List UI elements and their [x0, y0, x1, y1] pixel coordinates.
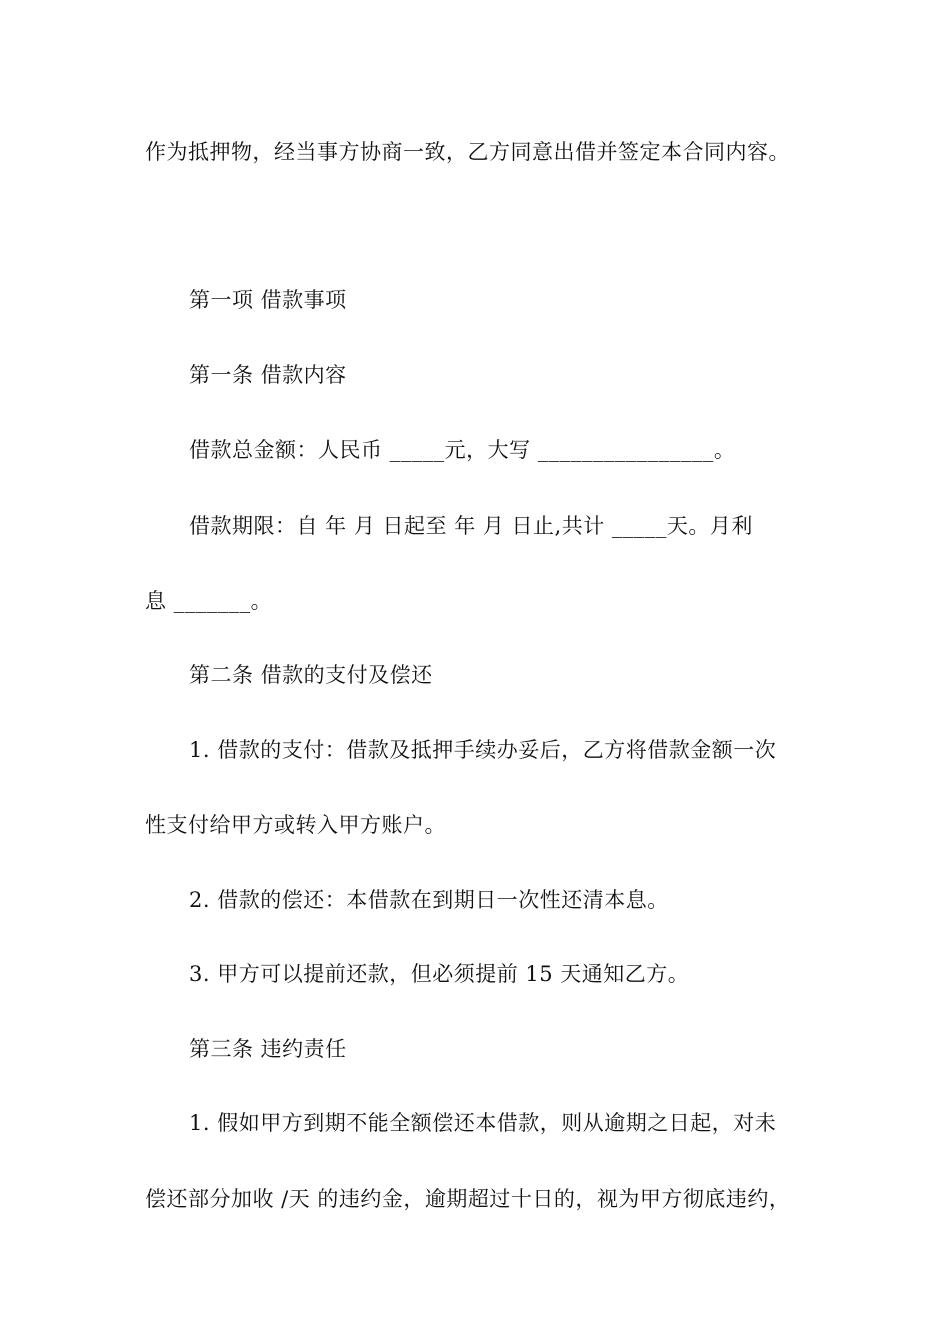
article-heading: 第二条 借款的支付及偿还: [189, 663, 433, 687]
paragraph-continuation: 作为抵押物，经当事方协商一致，乙方同意出借并签定本合同内容。: [145, 140, 790, 164]
section-heading: 第一项 借款事项: [189, 288, 347, 312]
clause-item: 1. 借款的支付：借款及抵押手续办妥后，乙方将借款金额一次: [189, 738, 777, 762]
clause-item: 3. 甲方可以提前还款，但必须提前 15 天通知乙方。: [189, 962, 690, 986]
loan-amount-line: 借款总金额：人民币 _____元，大写 ________________。: [189, 438, 736, 462]
article-heading: 第三条 违约责任: [189, 1037, 347, 1061]
article-heading: 第一条 借款内容: [189, 363, 347, 387]
clause-item-continued: 性支付给甲方或转入甲方账户。: [145, 813, 446, 837]
clause-item: 2. 借款的偿还：本借款在到期日一次性还清本息。: [189, 888, 669, 912]
loan-term-line: 借款期限：自 年 月 日起至 年 月 日止,共计 _____天。月利: [189, 514, 753, 538]
clause-item: 1. 假如甲方到期不能全额偿还本借款，则从逾期之日起，对未: [189, 1111, 777, 1135]
loan-term-line-continued: 息 _______。: [145, 589, 273, 613]
clause-item-continued: 偿还部分加收 /天 的违约金，逾期超过十日的，视为甲方彻底违约，: [145, 1187, 791, 1211]
